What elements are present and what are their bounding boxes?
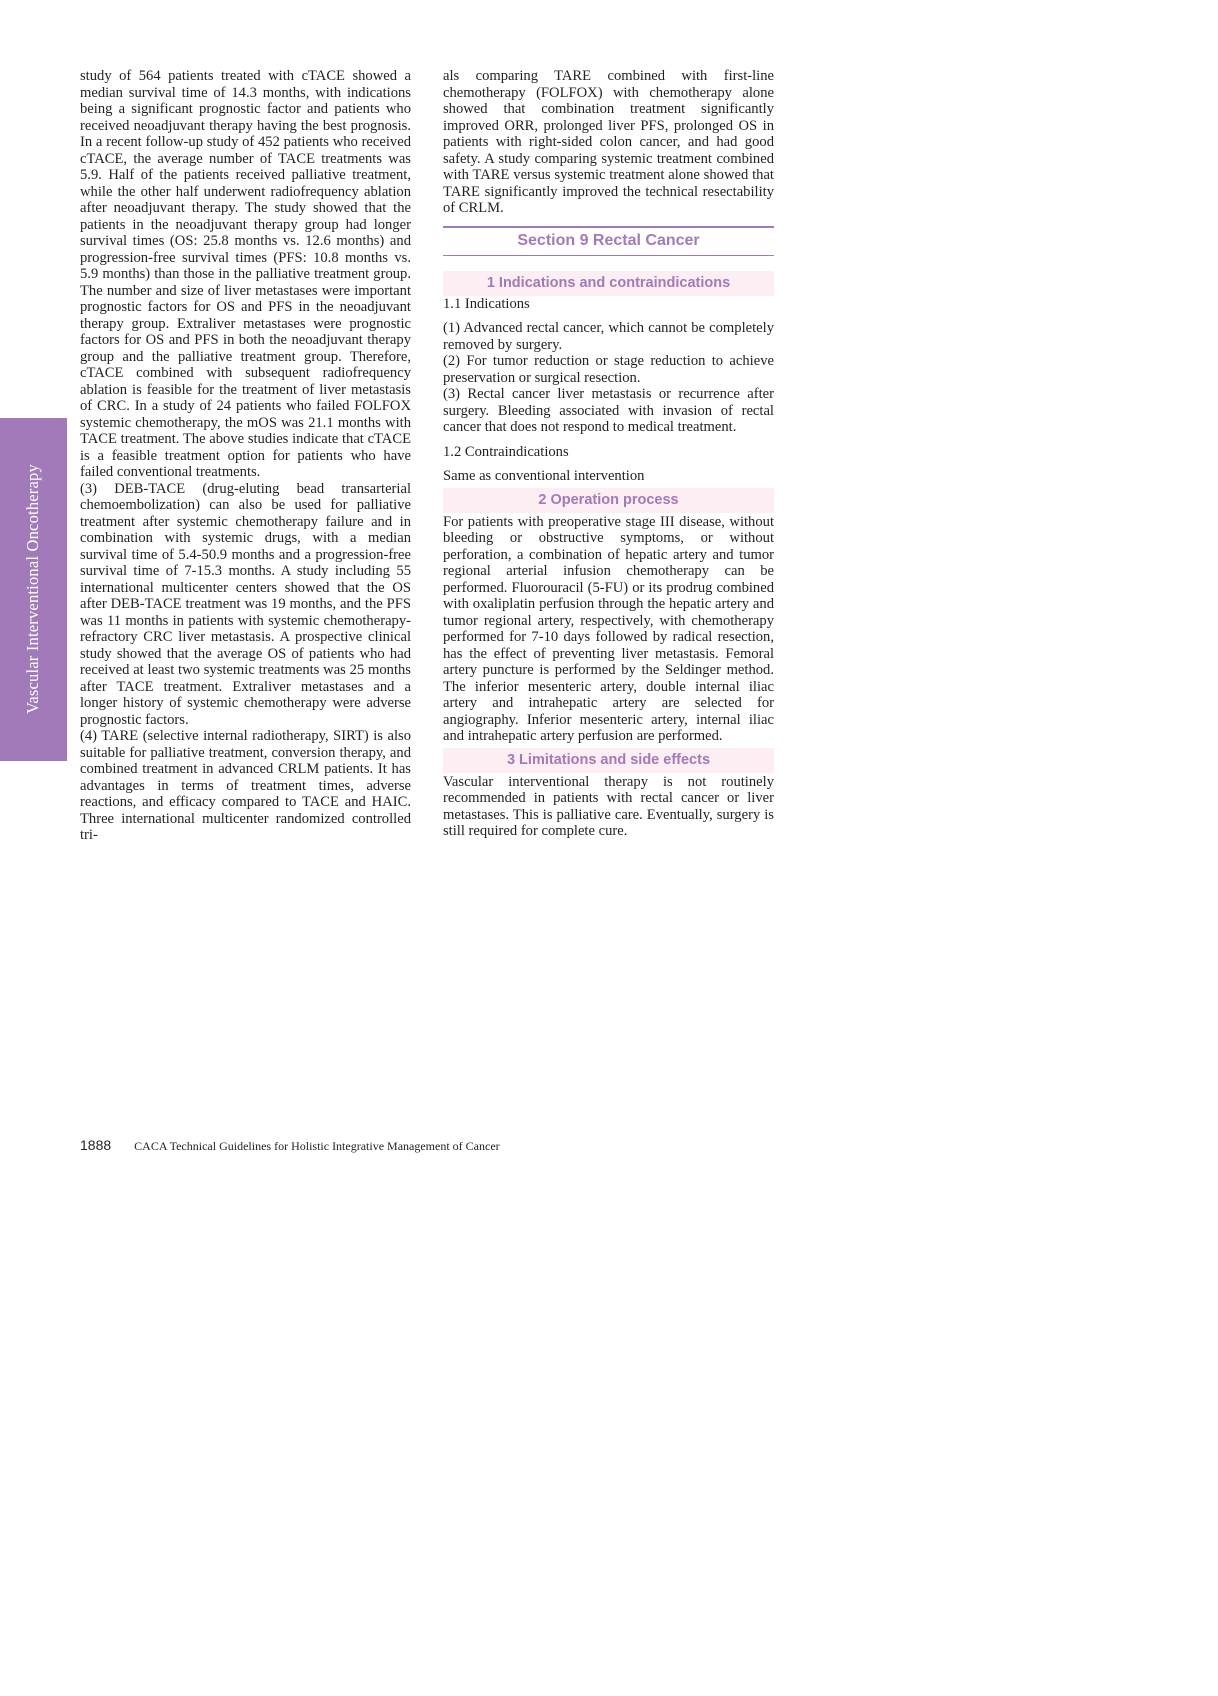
section-title: Section 9 Rectal Cancer: [443, 226, 774, 256]
heading-contraindications: 1.2 Contraindications: [443, 443, 569, 460]
indication-item-3: (3) Rectal cancer liver metastasis or recurrence after surgery. Bleeding associated with invasion of rectal cancer that does not respond to medical treatment.: [443, 386, 774, 435]
paragraph-tare: (4) TARE (selective internal radiotherapy, SIRT) is also suitable for palliative treatment, conversion therapy, and combined treatment in advanced CRLM patients. It has advantages in terms of treatment times, adverse reactions, and efficacy compared to TACE and HAIC. Three international multicenter randomized controlled tri-: [80, 728, 411, 843]
right-column: [443, 68, 774, 840]
paragraph-tare-trials: als comparing TARE combined with first-line chemotherapy (FOLFOX) with chemotherapy alone showed that combination treatment significantly improved ORR, prolonged liver PFS, prolonged OS in patients with right-sided colon cancer, and had good safety. A study comparing systemic treatment combined with TARE versus systemic treatment alone showed that TARE significantly improved the technical resectability of CRLM.: [443, 68, 774, 216]
contraindications-text: Same as conventional intervention: [443, 468, 645, 484]
heading-indications: 1.1 Indications: [443, 295, 530, 312]
heading-operation-process: 2 Operation process: [443, 488, 774, 513]
heading-limitations: 3 Limitations and side effects: [443, 748, 774, 773]
page-number: 1888: [80, 1137, 112, 1153]
indication-item-1: (1) Advanced rectal cancer, which cannot be completely removed by surgery.: [443, 320, 774, 353]
running-title: CACA Technical Guidelines for Holistic Integrative Management of Cancer: [134, 1139, 500, 1153]
heading-indications-contraindications: 1 Indications and contraindications: [443, 271, 774, 296]
paragraph-deb-tace: (3) DEB-TACE (drug-eluting bead transarterial chemoembolization) can also be used for palliative treatment after systemic chemotherapy failure and in combination with systemic drugs, with a median survival time of 5.4-50.9 months and a progression-free survival time of 7-15.3 months. A study including 55 international multicenter centers showed that the OS after DEB-TACE treatment was 19 months, and the PFS was 11 months in patients with systemic chemotherapy-refractory CRC liver metastasis. A prospective clinical study showed that the average OS of patients who had received at least two systemic treatments was 25 months after TACE treatment. Extraliver metastases and a longer history of systemic chemotherapy were adverse prognostic factors.: [80, 480, 411, 728]
side-tab: [0, 418, 67, 761]
left-column: [80, 68, 411, 844]
operation-process-text: For patients with preoperative stage III disease, without bleeding or obstructive symptoms, or without perforation, a combination of hepatic artery and tumor regional arterial infusion chemotherapy can be performed. Fluorouracil (5-FU) or its prodrug combined with oxaliplatin perfusion through the hepatic artery and tumor regional artery, respectively, with chemotherapy performed for 7-10 days followed by radical resection, has the effect of preventing liver metastasis. Femoral artery puncture is performed by the Seldinger method. The inferior mesenteric artery, double internal iliac artery and intrahepatic artery are selected for angiography. Inferior mesenteric artery, internal iliac and intrahepatic artery perfusion are performed.: [443, 513, 774, 744]
indication-item-2: (2) For tumor reduction or stage reduction to achieve preservation or surgical resection.: [443, 353, 774, 386]
page-footer: [80, 1137, 500, 1155]
limitations-text: Vascular interventional therapy is not routinely recommended in patients with rectal cancer or liver metastases. This is palliative care. Eventually, surgery is still required for complete cure.: [443, 773, 774, 839]
side-tab-label: Vascular Interventional Oncotherapy: [23, 464, 42, 714]
paragraph-ctace-studies: study of 564 patients treated with cTACE showed a median survival time of 14.3 months, with indications being a significant prognostic factor and patients who received neoadjuvant therapy having the best prognosis. In a recent follow-up study of 452 patients who received cTACE, the average number of TACE treatments was 5.9. Half of the patients received palliative treatment, while the other half underwent radiofrequency ablation after neoadjuvant therapy. The study showed that the patients in the neoadjuvant therapy group had longer survival times (OS: 25.8 months vs. 12.6 months) and progression-free survival times (PFS: 10.8 months vs. 5.9 months) than those in the palliative treatment group. The number and size of liver metastases were important prognostic factors for OS and PFS in the neoadjuvant therapy group. Extraliver metastases were prognostic factors for OS and PFS in both the neoadjuvant therapy group and the palliative treatment group. Therefore, cTACE combined with subsequent radiofrequency ablation is feasible for the treatment of liver metastasis of CRC. In a study of 24 patients who failed FOLFOX systemic chemotherapy, the mOS was 21.1 months with TACE treatment. The above studies indicate that cTACE is a feasible treatment option for patients who have failed conventional treatments.: [80, 68, 411, 480]
